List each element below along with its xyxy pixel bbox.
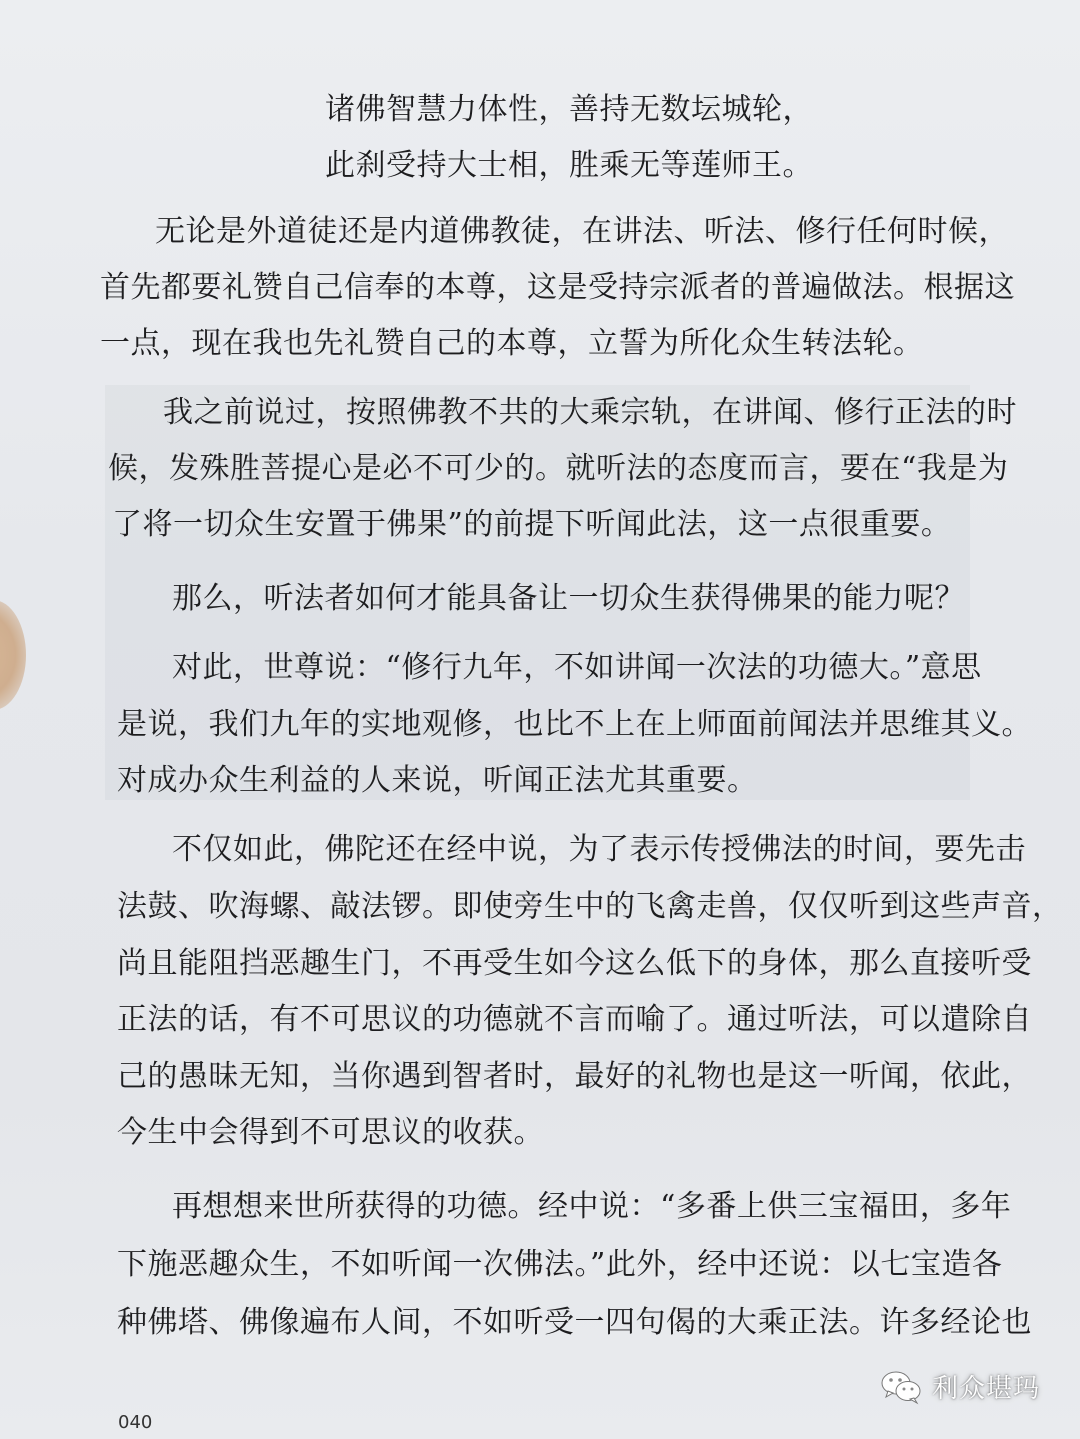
paragraph-line: 了将一切众生安置于佛果”的前提下听闻此法，这一点很重要。 (112, 507, 952, 542)
paragraph-line: 下施恶趣众生，不如听闻一次佛法。”此外，经中还说：以七宝造各 (117, 1247, 1003, 1282)
wechat-watermark (880, 1368, 1040, 1405)
verse-line: 此刹受持大士相，胜乘无等莲师王。 (325, 148, 813, 183)
paragraph-line: 己的愚昧无知，当你遇到智者时，最好的礼物也是这一听闻，依此， (117, 1059, 1032, 1094)
paragraph-line: 对此，世尊说：“修行九年，不如讲闻一次法的功德大。”意思 (172, 650, 982, 685)
paragraph-line: 候，发殊胜菩提心是必不可少的。就听法的态度而言，要在“我是为 (108, 451, 1009, 486)
paragraph-line: 种佛塔、佛像遍布人间，不如听受一四句偈的大乘正法。许多经论也 (117, 1305, 1032, 1340)
wechat-icon (880, 1369, 922, 1405)
verse-line: 诸佛智慧力体性，善持无数坛城轮， (325, 92, 813, 127)
paragraph-line: 尚且能阻挡恶趣生门，不再受生如今这么低下的身体，那么直接听受 (117, 946, 1032, 981)
paragraph-line: 无论是外道徒还是内道佛教徒，在讲法、听法、修行任何时候， (155, 214, 1009, 249)
paragraph-line: 不仅如此，佛陀还在经中说，为了表示传授佛法的时间，要先击 (172, 832, 1026, 867)
paragraph-line: 正法的话，有不可思议的功德就不言而喻了。通过听法，可以遣除自 (117, 1002, 1032, 1037)
watermark-text: 利众堪玛 (932, 1374, 1041, 1404)
paragraph-line: 我之前说过，按照佛教不共的大乘宗轨，在讲闻、修行正法的时 (163, 395, 1017, 430)
paragraph-line: 首先都要礼赞自己信奉的本尊，这是受持宗派者的普遍做法。根据这 (100, 270, 1015, 305)
paragraph-line: 再想想来世所获得的功德。经中说：“多番上供三宝福田，多年 (172, 1189, 1012, 1224)
paragraph-line: 对成办众生利益的人来说，听闻正法尤其重要。 (117, 763, 758, 798)
paragraph-line: 法鼓、吹海螺、敲法锣。即使旁生中的飞禽走兽，仅仅听到这些声音， (117, 889, 1063, 924)
page-number: 040 (118, 1412, 153, 1433)
paragraph-line: 是说，我们九年的实地观修，也比不上在上师面前闻法并思维其义。 (117, 707, 1032, 742)
paragraph-line: 那么，听法者如何才能具备让一切众生获得佛果的能力呢？ (172, 581, 965, 616)
paragraph-line: 今生中会得到不可思议的收获。 (117, 1115, 544, 1150)
paragraph-line: 一点，现在我也先礼赞自己的本尊，立誓为所化众生转法轮。 (100, 326, 924, 361)
finger-edge (0, 600, 26, 710)
